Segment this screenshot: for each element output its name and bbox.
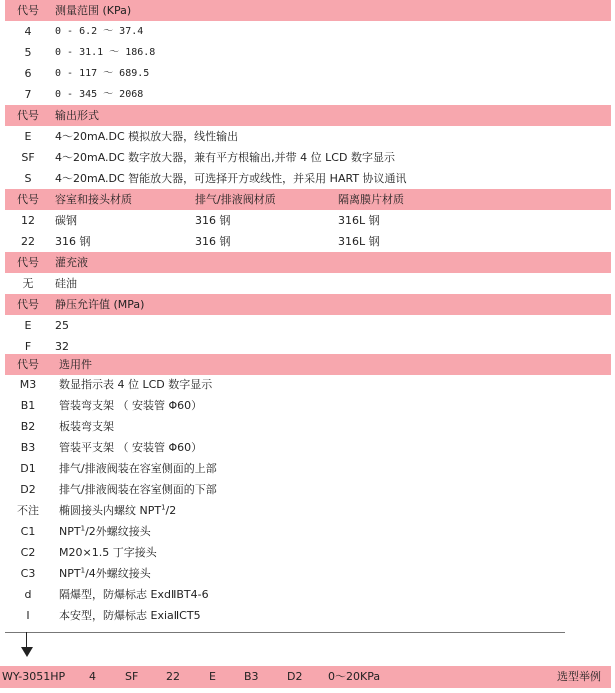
- row-text: 硅油: [55, 277, 77, 290]
- list-item: [5, 542, 611, 563]
- list-item: [5, 315, 611, 336]
- row-code: D1: [20, 462, 36, 475]
- list-item: [5, 584, 611, 605]
- list-item: [5, 563, 611, 584]
- row-text: 管装弯支架 （ 安装管 Φ60）: [59, 399, 203, 412]
- divider-line: [5, 632, 565, 633]
- row-text-main: 椭圆接头内螺纹 NPT: [59, 504, 162, 517]
- example-label: 选型举例: [557, 670, 601, 683]
- row-code: 5: [24, 46, 32, 59]
- row-text: M20×1.5 丁字接头: [59, 546, 157, 559]
- example-option-2: D2: [287, 670, 303, 683]
- header-code: 代号: [17, 298, 39, 311]
- header-code: 代号: [17, 193, 39, 206]
- row-code: F: [24, 340, 32, 353]
- row-text: 管装平支架 （ 安装管 Φ60）: [59, 441, 203, 454]
- list-item: [5, 63, 611, 84]
- row-text-sup: 1: [80, 566, 86, 575]
- row-code: 4: [24, 25, 32, 38]
- row-code: 无: [22, 277, 34, 290]
- row-text: [59, 521, 151, 542]
- cell-diaphragm-material: 316L 钢: [338, 214, 380, 227]
- row-code: B3: [20, 441, 36, 454]
- row-code: D2: [20, 483, 36, 496]
- cell-diaphragm-material: 316L 钢: [338, 235, 380, 248]
- list-item: [5, 21, 611, 42]
- cell-body-material: 碳钢: [55, 214, 77, 227]
- example-output-code: SF: [125, 670, 139, 683]
- list-item: [5, 84, 611, 105]
- list-item: [5, 273, 611, 294]
- header-code: 代号: [17, 109, 39, 122]
- example-model: WY-3051HP: [2, 670, 66, 683]
- row-text: [59, 500, 176, 521]
- row-code: C2: [20, 546, 36, 559]
- row-code: E: [24, 319, 32, 332]
- example-option-1: B3: [244, 670, 259, 683]
- list-item: [5, 374, 611, 395]
- row-text: 4～20mA.DC 数字放大器，兼有平方根输出,并带 4 位 LCD 数字显示: [55, 151, 395, 164]
- cell-valve-material: 316 钢: [195, 235, 231, 248]
- row-code: 12: [21, 214, 35, 227]
- row-text-after: /4外螺纹接头: [85, 567, 151, 580]
- row-code: d: [24, 588, 32, 601]
- section-header-options: [5, 354, 611, 375]
- row-code: 7: [24, 88, 32, 101]
- header-code: 代号: [17, 4, 39, 17]
- section-header-static-pressure: [5, 294, 611, 315]
- list-item: [5, 458, 611, 479]
- arrow-stem: [26, 632, 27, 648]
- header-title: 选用件: [59, 358, 92, 371]
- header-code: 代号: [17, 358, 39, 371]
- row-text-sup: 1: [80, 524, 86, 533]
- row-text: 排气/排液阀装在容室侧面的下部: [59, 483, 217, 496]
- row-text: 0 - 31.1 ～ 186.8: [55, 47, 156, 58]
- header-title: 灌充液: [55, 256, 88, 269]
- arrow-down-icon: [21, 647, 33, 657]
- row-text-main: NPT: [59, 567, 81, 580]
- row-text: 本安型，防爆标志 ExiaⅡCT5: [59, 609, 201, 622]
- row-text: 0 - 6.2 ～ 37.4: [55, 26, 144, 37]
- list-item: [5, 147, 611, 168]
- list-item: [5, 126, 611, 147]
- section-header-fill-fluid: [5, 252, 611, 273]
- row-text: 4～20mA.DC 智能放大器，可选择开方或线性，并采用 HART 协议通讯: [55, 172, 407, 185]
- row-code: 22: [21, 235, 35, 248]
- row-code: E: [24, 130, 32, 143]
- row-code: 不注: [17, 504, 39, 517]
- header-col-body-material: 容室和接头材质: [55, 193, 132, 206]
- example-pressure-code: E: [209, 670, 216, 683]
- table-row: [5, 210, 611, 231]
- row-text-main: NPT: [59, 525, 81, 538]
- row-code: M3: [19, 378, 37, 391]
- row-text: 排气/排液阀装在容室侧面的上部: [59, 462, 217, 475]
- row-text-after: /2外螺纹接头: [85, 525, 151, 538]
- header-col-valve-material: 排气/排液阀材质: [195, 193, 276, 206]
- row-text-sup: 1: [161, 503, 166, 512]
- row-text-after: /2: [165, 504, 177, 517]
- header-col-diaphragm-material: 隔离膜片材质: [338, 193, 404, 206]
- section-header-range: [5, 0, 611, 21]
- example-calibration-range: 0～20KPa: [328, 670, 381, 683]
- row-code: I: [26, 609, 30, 622]
- cell-body-material: 316 钢: [55, 235, 91, 248]
- list-item: [5, 479, 611, 500]
- header-title: 静压允许值 (MPa): [55, 298, 145, 311]
- row-text: 32: [55, 340, 69, 353]
- list-item: [5, 42, 611, 63]
- example-range-code: 4: [89, 670, 96, 683]
- row-code: SF: [21, 151, 35, 164]
- list-item: [5, 437, 611, 458]
- list-item: [5, 500, 611, 521]
- row-code: C3: [20, 567, 36, 580]
- list-item: [5, 168, 611, 189]
- row-text: 4～20mA.DC 模拟放大器，线性输出: [55, 130, 239, 143]
- row-code: B1: [20, 399, 36, 412]
- table-row: [5, 231, 611, 252]
- section-header-materials: [5, 189, 611, 210]
- selection-example-bar: [0, 666, 611, 688]
- list-item: [5, 416, 611, 437]
- row-code: 6: [24, 67, 32, 80]
- row-text: 0 - 345 ～ 2068: [55, 89, 144, 100]
- row-text: 隔爆型，防爆标志 ExdⅡBT4-6: [59, 588, 209, 601]
- list-item: [5, 605, 611, 626]
- row-code: S: [24, 172, 32, 185]
- row-text: 25: [55, 319, 69, 332]
- header-title: 输出形式: [55, 109, 99, 122]
- header-title: 测量范围 (KPa): [55, 4, 132, 17]
- row-text: [59, 563, 151, 584]
- list-item: [5, 395, 611, 416]
- row-text: 0 - 117 ～ 689.5: [55, 68, 150, 79]
- header-code: 代号: [17, 256, 39, 269]
- row-text: 数显指示表 4 位 LCD 数字显示: [59, 378, 213, 391]
- example-material-code: 22: [166, 670, 180, 683]
- list-item: [5, 521, 611, 542]
- cell-valve-material: 316 钢: [195, 214, 231, 227]
- row-text: 板装弯支架: [59, 420, 114, 433]
- section-header-output: [5, 105, 611, 126]
- row-code: B2: [20, 420, 36, 433]
- row-code: C1: [20, 525, 36, 538]
